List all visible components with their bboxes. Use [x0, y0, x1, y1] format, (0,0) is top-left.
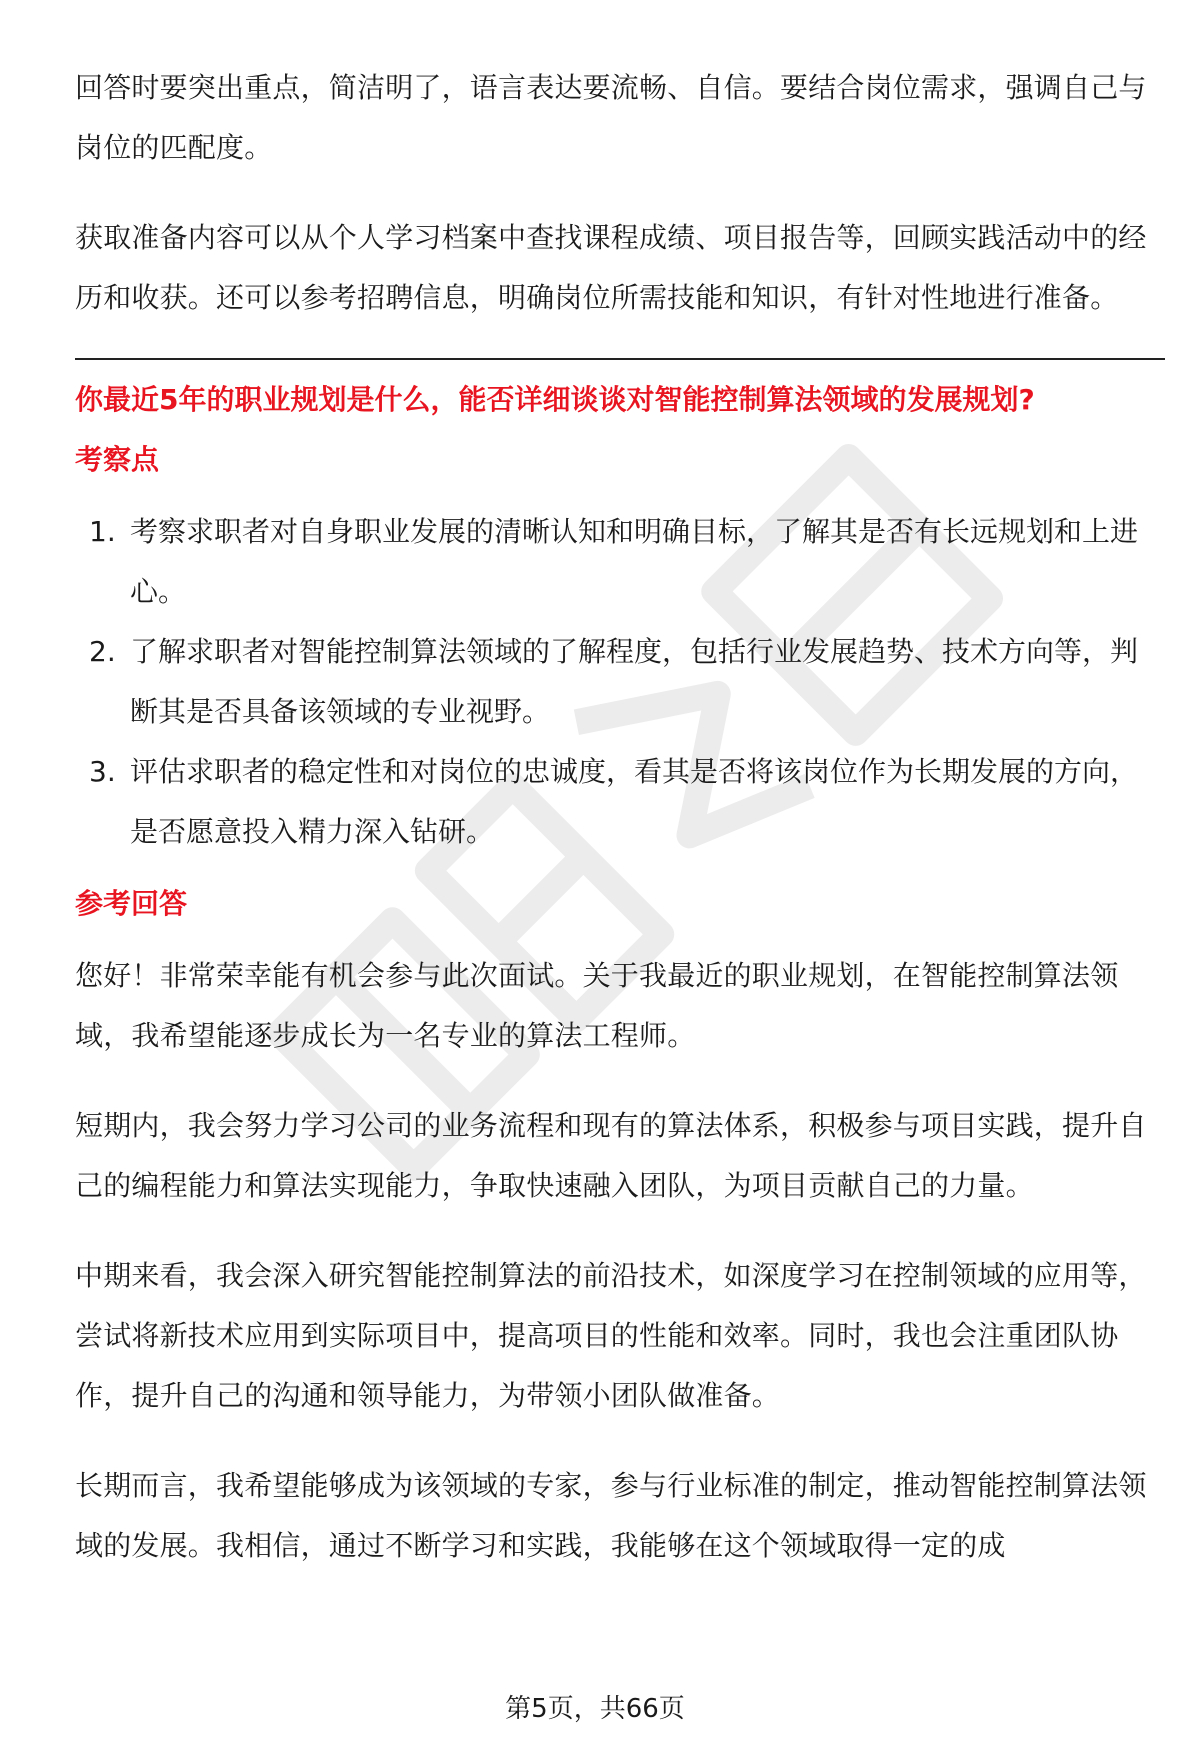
reference-answer-title: 参考回答: [75, 887, 188, 920]
exam-points-list: [75, 502, 1165, 862]
list-item: [75, 742, 1165, 862]
list-item: [75, 502, 1165, 622]
exam-points-title: 考察点: [75, 443, 160, 476]
answer-paragraph-3: 中期来看，我会深入研究智能控制算法的前沿技术，如深度学习在控制领域的应用等，尝试将新技术应用到实际项目中，提高项目的性能和效率。同时，我也会注重团队协作，提升自己的沟通和领导能力，为带领小团队做准备。: [75, 1259, 1147, 1412]
list-item: [75, 622, 1165, 742]
list-item-text: 了解求职者对智能控制算法领域的了解程度，包括行业发展趋势、技术方向等，判断其是否具备该领域的专业视野。: [130, 635, 1139, 728]
intro-paragraph-1: 回答时要突出重点，简洁明了，语言表达要流畅、自信。要结合岗位需求，强调自己与岗位的匹配度。: [75, 71, 1147, 164]
answer-paragraph-2: 短期内，我会努力学习公司的业务流程和现有的算法体系，积极参与项目实践，提升自己的编程能力和算法实现能力，争取快速融入团队，为项目贡献自己的力量。: [75, 1109, 1147, 1202]
question-heading: 你最近5年的职业规划是什么，能否详细谈谈对智能控制算法领域的发展规划?: [75, 383, 1035, 416]
list-item-text: 考察求职者对自身职业发展的清晰认知和明确目标，了解其是否有长远规划和上进心。: [130, 515, 1139, 608]
document-content: [75, 58, 1165, 1606]
list-item-text: 评估求职者的稳定性和对岗位的忠诚度，看其是否将该岗位作为长期发展的方向，是否愿意投入精力深入钻研。: [130, 755, 1139, 848]
answer-paragraph-4: 长期而言，我希望能够成为该领域的专家，参与行业标准的制定，推动智能控制算法领域的发展。我相信，通过不断学习和实践，我能够在这个领域取得一定的成: [75, 1469, 1147, 1562]
list-item-number: 2.: [89, 635, 116, 668]
section-divider: [75, 358, 1165, 360]
intro-paragraph-2: 获取准备内容可以从个人学习档案中查找课程成绩、项目报告等，回顾实践活动中的经历和收获。还可以参考招聘信息，明确岗位所需技能和知识，有针对性地进行准备。: [75, 221, 1147, 314]
list-item-number: 1.: [89, 515, 116, 548]
page-number-footer: 第5页，共66页: [505, 1694, 685, 1724]
answer-paragraph-1: 您好！非常荣幸能有机会参与此次面试。关于我最近的职业规划，在智能控制算法领域，我希望能逐步成长为一名专业的算法工程师。: [75, 959, 1119, 1052]
list-item-number: 3.: [89, 755, 116, 788]
